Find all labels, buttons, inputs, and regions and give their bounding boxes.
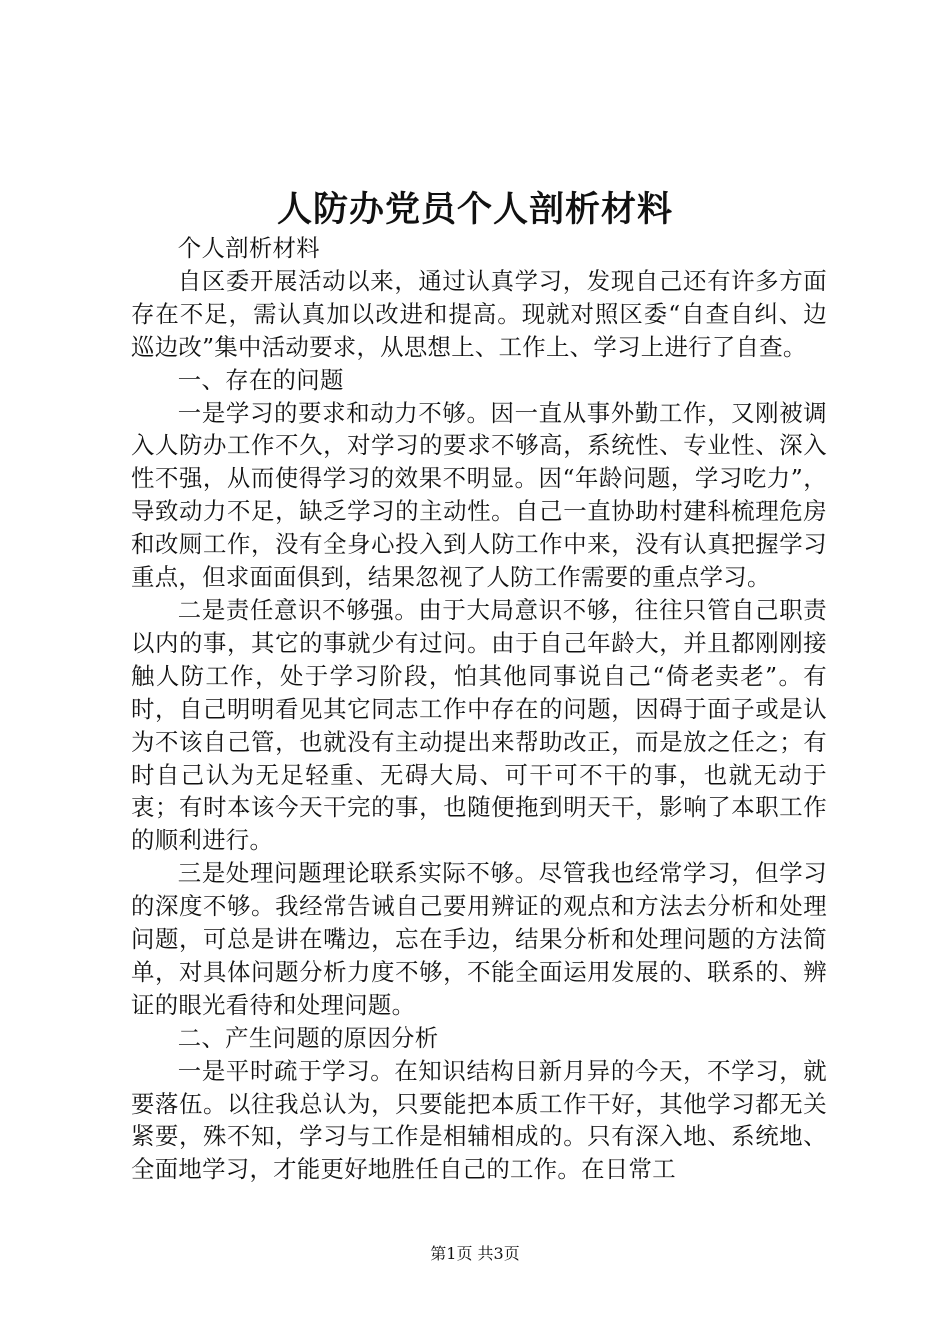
paragraph-problem-2: 二是责任意识不够强。由于大局意识不够，往往只管自己职责以内的事，其它的事就少有过问。由于自己年龄大，并且都刚刚接触人防工作，处于学习阶段，怕其他同事说自己“倚老卖老”。有时，自己明明看见其它同志工作中存在的问题，因碍于面子或是认为不该自己管，也就没有主动提出来帮助改正，而是放之任之；有时自己认为无足轻重、无碍大局、可干可不干的事，也就无动于衷；有时本该今天干完的事，也随便拖到明天干，影响了本职工作的顺利进行。 <box>131 595 827 855</box>
paragraph-cause-1: 一是平时疏于学习。在知识结构日新月异的今天，不学习，就要落伍。以往我总认为，只要能把本质工作干好，其他学习都无关紧要，殊不知，学习与工作是相辅相成的。只有深入地、系统地、全面地学习，才能更好地胜任自己的工作。在日常工 <box>131 1056 827 1184</box>
paragraph-problem-3: 三是处理问题理论联系实际不够。尽管我也经常学习，但学习的深度不够。我经常告诫自己要用辨证的观点和方法去分析和处理问题，可总是讲在嘴边，忘在手边，结果分析和处理问题的方法简单，对具体问题分析力度不够，不能全面运用发展的、联系的、辨证的眼光看待和处理问题。 <box>131 859 827 1019</box>
document-body <box>131 232 827 1186</box>
page-footer: 第1页 共3页 <box>430 1244 520 1263</box>
section-heading-problems: 一、存在的问题 <box>177 365 344 394</box>
paragraph-subtitle: 个人剖析材料 <box>177 234 320 262</box>
paragraph-intro: 自区委开展活动以来，通过认真学习，发现自己还有许多方面存在不足，需认真加以改进和提高。现就对照区委“自查自纠、边巡边改”集中活动要求，从思想上、工作上、学习上进行了自查。 <box>131 266 827 361</box>
section-heading-causes: 二、产生问题的原因分析 <box>177 1023 439 1052</box>
paragraph-problem-1: 一是学习的要求和动力不够。因一直从事外勤工作，又刚被调入人防办工作不久，对学习的要求不够高，系统性、专业性、深入性不强，从而使得学习的效果不明显。因“年龄问题，学习吃力”，导致动力不足，缺乏学习的主动性。自己一直协助村建科梳理危房和改厕工作，没有全身心投入到人防工作中来，没有认真把握学习重点，但求面面俱到，结果忽视了人防工作需要的重点学习。 <box>131 398 827 592</box>
document-title: 人防办党员个人剖析材料 <box>276 189 673 230</box>
